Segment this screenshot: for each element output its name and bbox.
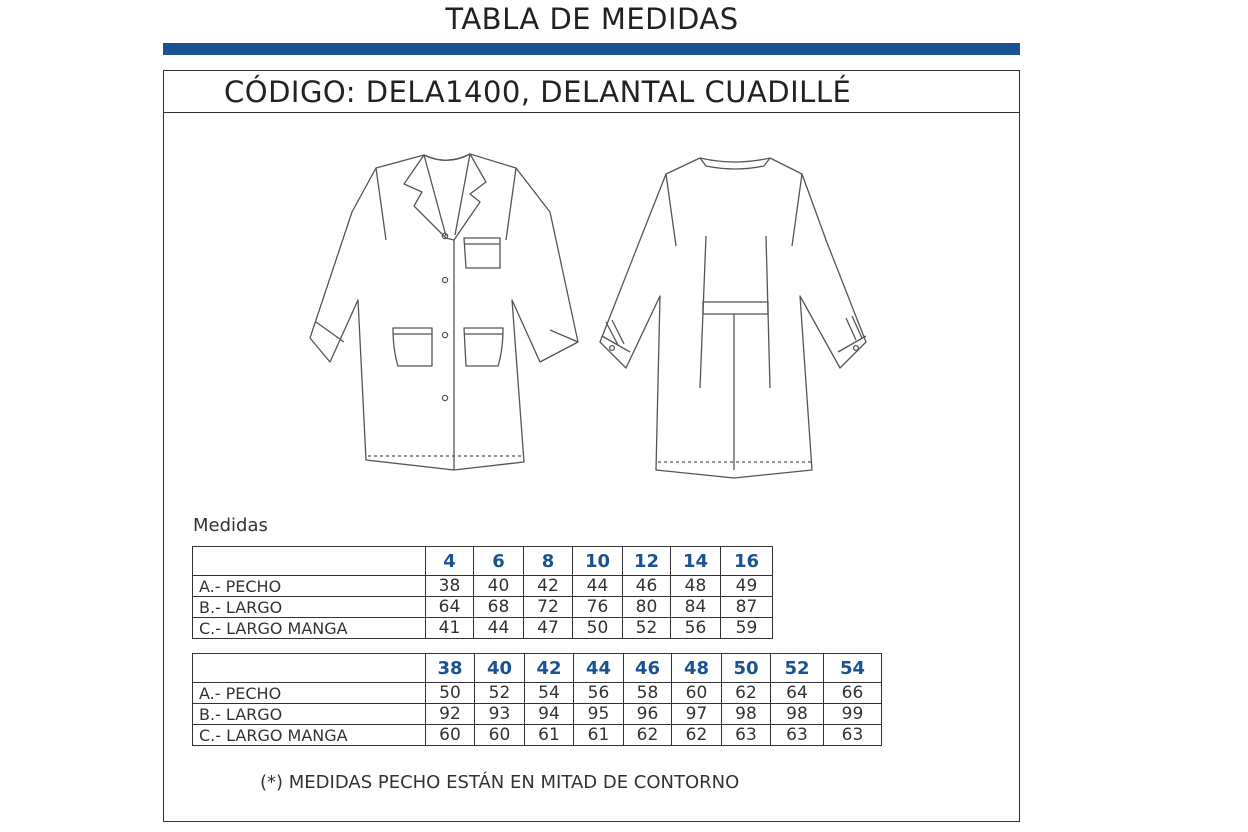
table-cell: 76 xyxy=(573,597,623,618)
table-cell: 63 xyxy=(771,725,824,746)
coat-back-icon xyxy=(600,158,866,478)
measures-label: Medidas xyxy=(193,515,268,536)
row-label: A.- PECHO xyxy=(193,576,426,597)
table-cell: 59 xyxy=(721,618,773,639)
table-cell: 95 xyxy=(574,704,624,725)
size-header: 6 xyxy=(474,547,524,576)
product-code-text: CÓDIGO: DELA1400, DELANTAL CUADILLÉ xyxy=(224,75,852,109)
table-cell: 66 xyxy=(824,683,882,704)
row-label: A.- PECHO xyxy=(193,683,426,704)
size-header-row xyxy=(193,654,882,683)
table-cell: 41 xyxy=(426,618,474,639)
size-header: 42 xyxy=(525,654,574,683)
row-label: C.- LARGO MANGA xyxy=(193,725,426,746)
table-cell: 50 xyxy=(573,618,623,639)
size-header: 16 xyxy=(721,547,773,576)
table-row xyxy=(193,576,773,597)
table-cell: 38 xyxy=(426,576,474,597)
size-table-kids xyxy=(192,546,773,639)
footnote: (*) MEDIDAS PECHO ESTÁN EN MITAD DE CONTORNO xyxy=(260,772,740,793)
table-row xyxy=(193,725,882,746)
table-cell: 61 xyxy=(525,725,574,746)
table-cell: 94 xyxy=(525,704,574,725)
table-cell: 61 xyxy=(574,725,624,746)
table-cell: 97 xyxy=(672,704,722,725)
size-header: 8 xyxy=(524,547,573,576)
size-header: 14 xyxy=(671,547,721,576)
size-header: 52 xyxy=(771,654,824,683)
table-row xyxy=(193,683,882,704)
table-cell: 98 xyxy=(771,704,824,725)
table-cell: 50 xyxy=(426,683,475,704)
header-corner-cell xyxy=(193,547,426,576)
row-label: C.- LARGO MANGA xyxy=(193,618,426,639)
size-table-adults xyxy=(192,653,882,746)
size-header: 12 xyxy=(623,547,671,576)
size-header-row xyxy=(193,547,773,576)
table-cell: 96 xyxy=(624,704,672,725)
size-header: 10 xyxy=(573,547,623,576)
row-label: B.- LARGO xyxy=(193,704,426,725)
table-row xyxy=(193,618,773,639)
table-cell: 93 xyxy=(475,704,525,725)
row-label: B.- LARGO xyxy=(193,597,426,618)
size-header: 38 xyxy=(426,654,475,683)
table-cell: 64 xyxy=(426,597,474,618)
table-cell: 63 xyxy=(824,725,882,746)
table-cell: 63 xyxy=(722,725,771,746)
table-cell: 92 xyxy=(426,704,475,725)
table-cell: 60 xyxy=(426,725,475,746)
table-cell: 60 xyxy=(475,725,525,746)
table-cell: 52 xyxy=(475,683,525,704)
size-header: 48 xyxy=(672,654,722,683)
size-header: 44 xyxy=(574,654,624,683)
table-cell: 99 xyxy=(824,704,882,725)
table-cell: 62 xyxy=(672,725,722,746)
table-cell: 64 xyxy=(771,683,824,704)
size-header: 54 xyxy=(824,654,882,683)
size-header: 4 xyxy=(426,547,474,576)
size-header: 50 xyxy=(722,654,771,683)
table-row xyxy=(193,597,773,618)
table-cell: 87 xyxy=(721,597,773,618)
table-cell: 40 xyxy=(474,576,524,597)
table-cell: 47 xyxy=(524,618,573,639)
table-cell: 60 xyxy=(672,683,722,704)
size-header: 46 xyxy=(624,654,672,683)
table-cell: 52 xyxy=(623,618,671,639)
table-cell: 72 xyxy=(524,597,573,618)
table-cell: 56 xyxy=(671,618,721,639)
table-cell: 80 xyxy=(623,597,671,618)
table-cell: 56 xyxy=(574,683,624,704)
table-cell: 49 xyxy=(721,576,773,597)
table-cell: 54 xyxy=(525,683,574,704)
header-corner-cell xyxy=(193,654,426,683)
coat-front-icon xyxy=(310,154,578,470)
table-cell: 62 xyxy=(624,725,672,746)
table-cell: 84 xyxy=(671,597,721,618)
table-cell: 62 xyxy=(722,683,771,704)
table-cell: 98 xyxy=(722,704,771,725)
page-title: TABLA DE MEDIDAS xyxy=(445,2,739,36)
table-cell: 46 xyxy=(623,576,671,597)
size-header: 40 xyxy=(475,654,525,683)
table-cell: 68 xyxy=(474,597,524,618)
table-cell: 48 xyxy=(671,576,721,597)
table-cell: 44 xyxy=(573,576,623,597)
table-row xyxy=(193,704,882,725)
table-cell: 58 xyxy=(624,683,672,704)
table-cell: 44 xyxy=(474,618,524,639)
table-cell: 42 xyxy=(524,576,573,597)
